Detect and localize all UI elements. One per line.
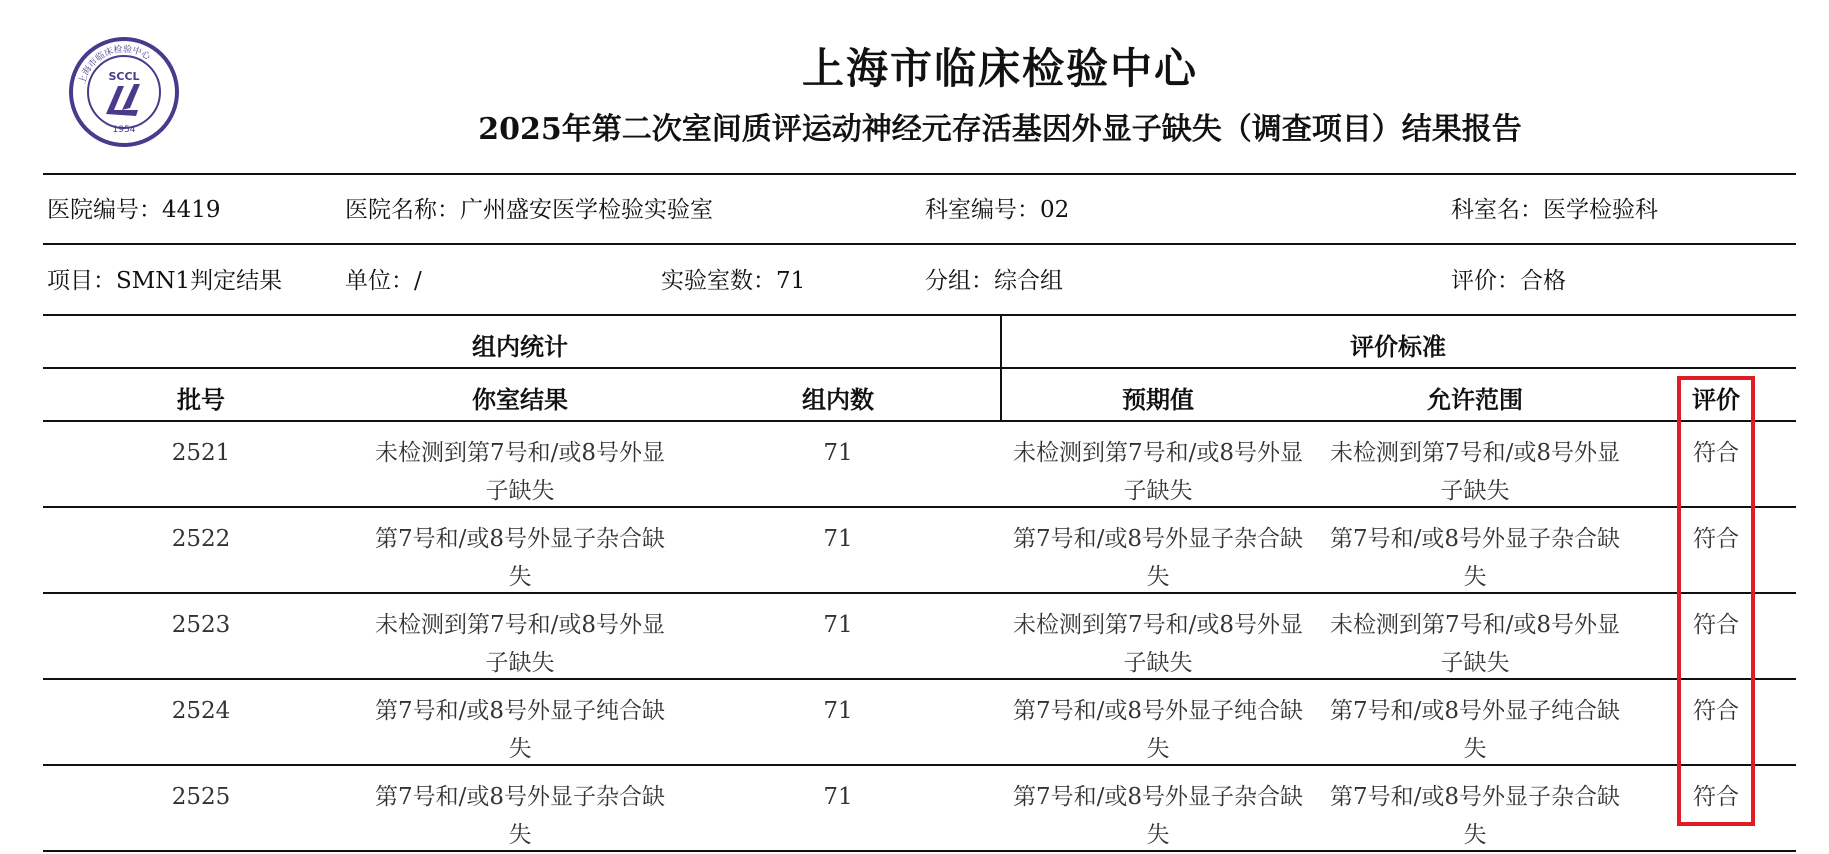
cell-eval: 符合 [1693, 784, 1739, 810]
cell-result: 未检测到第7号和/或8号外显子缺失 [374, 440, 665, 504]
cell-count: 71 [823, 784, 853, 810]
col-header-range: 允许范围 [1427, 385, 1523, 414]
cell-expected: 未检测到第7号和/或8号外显子缺失 [1012, 612, 1303, 676]
unit: 单位：/ [345, 268, 422, 294]
group-header-criteria: 评价标准 [1350, 332, 1446, 361]
col-header-batch: 批号 [177, 385, 225, 414]
cell-result: 未检测到第7号和/或8号外显子缺失 [374, 612, 665, 676]
cell-count: 71 [823, 612, 853, 638]
eval-column-highlight [1677, 376, 1755, 826]
cell-count: 71 [823, 440, 853, 466]
group: 分组：综合组 [925, 268, 1063, 294]
cell-eval: 符合 [1693, 698, 1739, 724]
svg-text:SCCL: SCCL [108, 70, 140, 83]
group-header-stats: 组内统计 [472, 332, 568, 361]
rule-group-header [43, 367, 1796, 369]
cell-result: 第7号和/或8号外显子杂合缺失 [374, 784, 665, 848]
dept-id: 科室编号：02 [925, 197, 1070, 223]
evaluation: 评价：合格 [1451, 268, 1566, 294]
cell-range: 未检测到第7号和/或8号外显子缺失 [1329, 612, 1620, 676]
col-header-eval: 评价 [1692, 385, 1740, 414]
dept-name: 科室名：医学检验科 [1451, 197, 1658, 223]
cell-result: 第7号和/或8号外显子杂合缺失 [374, 526, 665, 590]
cell-range: 第7号和/或8号外显子纯合缺失 [1329, 698, 1620, 762]
rule-column-header [43, 420, 1796, 422]
cell-result: 第7号和/或8号外显子纯合缺失 [374, 698, 665, 762]
rule-top [43, 173, 1796, 175]
hospital-id: 医院编号：4419 [47, 197, 221, 223]
cell-batch: 2524 [171, 698, 231, 724]
cell-expected: 第7号和/或8号外显子纯合缺失 [1012, 698, 1303, 762]
cell-batch: 2522 [171, 526, 231, 552]
svg-text:上海市临床检验中心: 上海市临床检验中心 [77, 44, 152, 86]
cell-range: 第7号和/或8号外显子杂合缺失 [1329, 526, 1620, 590]
cell-eval: 符合 [1693, 612, 1739, 638]
rule-info-bottom [43, 314, 1796, 316]
cell-expected: 第7号和/或8号外显子杂合缺失 [1012, 784, 1303, 848]
cell-count: 71 [823, 526, 853, 552]
col-header-result: 你室结果 [472, 385, 568, 414]
cell-eval: 符合 [1693, 526, 1739, 552]
col-header-expected: 预期值 [1122, 385, 1194, 414]
col-header-count: 组内数 [802, 385, 874, 414]
cell-batch: 2523 [171, 612, 231, 638]
cell-range: 第7号和/或8号外显子杂合缺失 [1329, 784, 1620, 848]
cell-eval: 符合 [1693, 440, 1739, 466]
cell-range: 未检测到第7号和/或8号外显子缺失 [1329, 440, 1620, 504]
rule-group-divider [1000, 314, 1002, 420]
cell-expected: 第7号和/或8号外显子杂合缺失 [1012, 526, 1303, 590]
rule-info-middle [43, 243, 1796, 245]
cell-batch: 2525 [171, 784, 231, 810]
lab-count: 实验室数：71 [661, 268, 806, 294]
project: 项目：SMN1判定结果 [47, 268, 283, 294]
org-title: 上海市临床检验中心 [801, 44, 1198, 93]
hospital-name: 医院名称：广州盛安医学检验实验室 [345, 197, 713, 223]
cell-batch: 2521 [171, 440, 231, 466]
cell-count: 71 [823, 698, 853, 724]
cell-expected: 未检测到第7号和/或8号外显子缺失 [1012, 440, 1303, 504]
report-title: 2025年第二次室间质评运动神经元存活基因外显子缺失（调查项目）结果报告 [478, 112, 1522, 147]
svg-text:1954: 1954 [112, 125, 136, 135]
